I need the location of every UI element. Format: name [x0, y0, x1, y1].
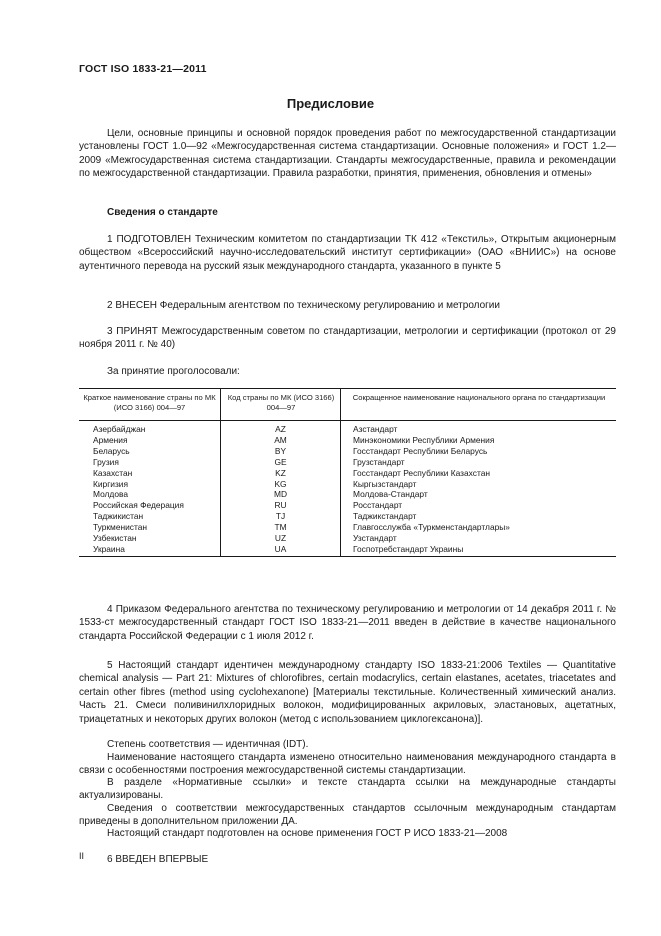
table-cell-body: Азстандарт: [353, 424, 398, 434]
table-header-code: Код страны по МК (ИСО 3166) 004—97: [227, 393, 335, 412]
item-3-paragraph: 3 ПРИНЯТ Межгосударственным советом по стандартизации, метрологии и сертификации (протокол от 29 ноября 2011 г. № 40): [79, 326, 616, 351]
item-1-paragraph: 1 ПОДГОТОВЛЕН Техническим комитетом по стандартизации ТК 412 «Текстиль», Открытым акционерным обществом «Всероссийский научно-исследовательский институт сертификации» (ОАО «ВНИИС») на основе аутентичного перевода на русский язык международного стандарта, указанного в пункте 5: [79, 234, 616, 272]
item-5-name-note: Наименование настоящего стандарта изменено относительно наименования международного стандарта в связи с особенностями построения межгосударственной системы стандартизации.: [79, 752, 616, 777]
table-cell-country: Туркменистан: [93, 522, 147, 533]
table-header-body: Сокращенное наименование национального органа по стандартизации: [352, 393, 606, 402]
table-cell-code: AM: [274, 434, 287, 445]
table-column-body: [353, 424, 613, 555]
table-cell-body: Таджикстандарт: [353, 511, 417, 522]
table-column-code: [221, 424, 340, 555]
table-header-country: Краткое наименование страны по МК (ИСО 3166) 004—97: [83, 393, 216, 412]
table-cell-country: Таджикистан: [93, 511, 144, 522]
table-cell-country: Узбекистан: [93, 533, 137, 544]
item-5-basis-note: Настоящий стандарт подготовлен на основе применения ГОСТ Р ИСО 1833-21—2008: [107, 828, 508, 839]
table-cell-code: KZ: [275, 467, 286, 478]
page-number: II: [79, 851, 85, 861]
table-cell-code: BY: [274, 445, 287, 456]
table-cell-body: Минэкономики Республики Армения: [353, 434, 495, 445]
table-cell-body: Узстандарт: [353, 533, 397, 544]
voting-table: [79, 388, 616, 557]
table-cell-body: Госстандарт Республики Беларусь: [353, 445, 488, 456]
table-cell-body: Госстандарт Республики Казахстан: [353, 467, 490, 478]
table-cell-code: GE: [274, 456, 287, 467]
table-cell-code: MD: [273, 489, 288, 500]
vote-intro: За принятие проголосовали:: [107, 366, 240, 377]
table-cell-country: Молдова: [93, 489, 128, 500]
table-cell-country: Киргизия: [93, 478, 129, 489]
item-4-paragraph: 4 Приказом Федерального агентства по техническому регулированию и метрологии от 14 декабря 2011 г. № 1533-ст межгосударственный стандарт ГОСТ ISO 1833-21—2011 введен в действие в качестве национального стандарта Российской Федерации с 1 июля 2012 г.: [79, 604, 616, 642]
table-cell-country: Казахстан: [93, 467, 133, 478]
table-header-divider: [79, 420, 616, 421]
table-cell-country: Армения: [93, 434, 128, 445]
item-5-paragraph: 5 Настоящий стандарт идентичен международному стандарту ISO 1833-21:2006 Textiles — Quantitative chemical analysis — Part 21: Mixtures of chlorofibres, certain modacrylics, certain elastanes, acetates, triacetates and certain other fibres (method using cyclohexanone) [Материалы текстильные. Количественный химический анализ. Часть 21. Смеси поливинилхлоридных волокон, модифицированных акриловых, эластановых, ацетатных, триацетатных и некоторых других волокон (метод с использованием циклогексанона)].: [79, 660, 616, 725]
item-2-paragraph: 2 ВНЕСЕН Федеральным агентством по техническому регулированию и метрологии: [107, 300, 500, 311]
document-header: ГОСТ ISO 1833-21—2011: [79, 63, 207, 75]
table-divider: [340, 389, 341, 556]
table-cell-body: Кыргызстандарт: [353, 478, 417, 489]
table-cell-country: Беларусь: [93, 445, 130, 456]
item-5-degree: Степень соответствия — идентичная (IDT).: [107, 739, 309, 750]
table-cell-country: Российская Федерация: [93, 500, 184, 511]
table-cell-body: Грузстандарт: [353, 456, 405, 467]
table-cell-code: TM: [274, 522, 287, 533]
table-cell-code: TJ: [275, 511, 286, 522]
table-cell-country: Азербайджан: [93, 424, 146, 434]
table-cell-code: RU: [274, 500, 287, 511]
item-5-refs-note: В разделе «Нормативные ссылки» и тексте стандарта ссылки на международные стандарты актуализированы.: [79, 777, 616, 802]
table-cell-code: UZ: [274, 533, 287, 544]
table-cell-country: Грузия: [93, 456, 119, 467]
table-cell-country: Украина: [93, 543, 125, 554]
table-cell-body: Росстандарт: [353, 500, 403, 511]
info-heading: Сведения о стандарте: [107, 207, 218, 218]
table-cell-code: KG: [274, 478, 287, 489]
table-cell-code: AZ: [275, 424, 286, 434]
table-cell-body: Молдова-Стандарт: [353, 489, 428, 500]
item-6-paragraph: 6 ВВЕДЕН ВПЕРВЫЕ: [107, 854, 209, 865]
intro-paragraph: Цели, основные принципы и основной порядок проведения работ по межгосударственной стандартизации установлены ГОСТ 1.0—92 «Межгосударственная система стандартизации. Основные положения» и ГОСТ 1.2—2009 «Межгосударственная система стандартизации. Стандарты межгосударственные, правила и рекомендации по межгосударственной стандартизации. Правила разработки, принятия, применения, обновления и отмены»: [79, 128, 616, 180]
page-title: Предисловие: [286, 96, 375, 111]
table-column-country: [93, 424, 218, 555]
item-5-appendix-note: Сведения о соответствии межгосударственных стандартов ссылочным международным стандартам приведены в дополнительном приложении ДА.: [79, 803, 616, 828]
table-cell-code: UA: [274, 543, 287, 554]
table-cell-body: Госпотребстандарт Украины: [353, 543, 464, 554]
table-cell-body: Главгосслужба «Туркменстандартлары»: [353, 522, 510, 533]
